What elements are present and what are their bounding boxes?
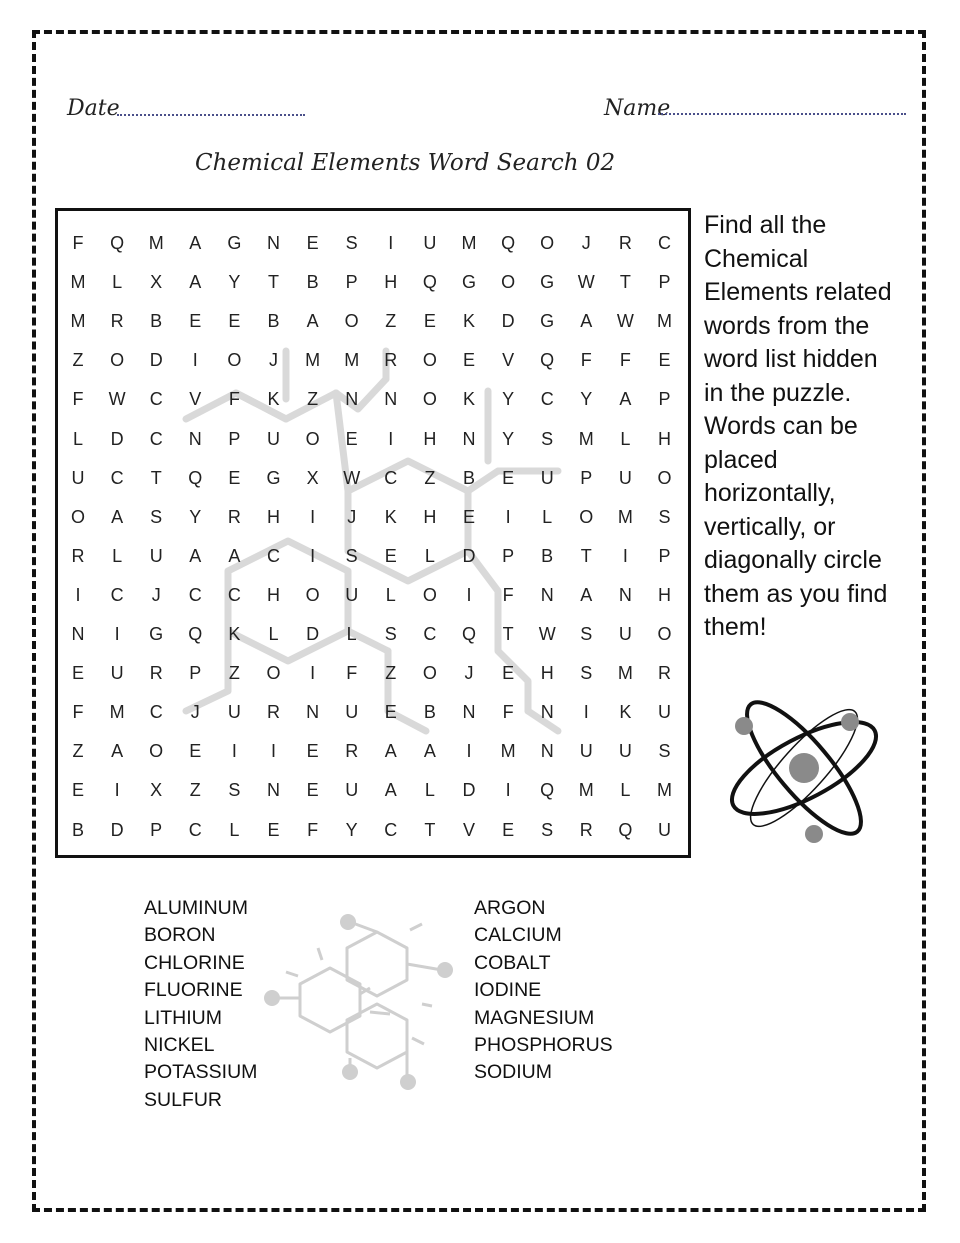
grid-cell[interactable]: A xyxy=(111,741,124,762)
molecule-icon xyxy=(262,908,462,1093)
grid-cell[interactable]: S xyxy=(580,663,593,684)
grid-cell[interactable]: W xyxy=(108,389,126,410)
grid-cell[interactable]: T xyxy=(150,467,162,488)
grid-cell[interactable]: U xyxy=(110,663,124,684)
grid-cell[interactable]: C xyxy=(540,389,554,410)
grid-cell[interactable]: H xyxy=(540,663,554,684)
grid-cell[interactable]: N xyxy=(384,389,398,410)
grid-cell[interactable]: U xyxy=(618,624,632,644)
grid-cell[interactable]: U xyxy=(618,467,632,488)
grid-cell[interactable]: E xyxy=(189,741,202,762)
grid-cell[interactable]: M xyxy=(70,272,86,293)
grid-cell[interactable]: G xyxy=(461,272,476,293)
grid-cell[interactable]: B xyxy=(462,467,475,488)
grid-cell[interactable]: E xyxy=(228,467,241,488)
grid-cell[interactable]: F xyxy=(619,350,631,371)
grid-cell[interactable]: O xyxy=(422,663,437,684)
grid-cell[interactable]: S xyxy=(384,624,397,644)
grid-cell[interactable]: F xyxy=(502,702,514,723)
grid-cell[interactable]: I xyxy=(622,545,628,566)
grid-cell[interactable]: I xyxy=(388,233,394,253)
grid-cell[interactable]: I xyxy=(114,624,120,644)
grid-cell[interactable]: V xyxy=(462,819,475,840)
grid-cell[interactable]: J xyxy=(269,350,278,371)
grid-cell[interactable]: C xyxy=(110,467,124,488)
grid-cell[interactable]: M xyxy=(70,311,86,332)
grid-cell[interactable]: Q xyxy=(110,233,125,253)
grid-cell[interactable]: O xyxy=(305,584,320,605)
grid-cell[interactable]: T xyxy=(619,272,631,293)
grid-cell[interactable]: E xyxy=(658,350,671,371)
grid-cell[interactable]: A xyxy=(580,311,593,332)
grid-cell[interactable]: E xyxy=(502,819,515,840)
word-list-item: CHLORINE xyxy=(144,951,245,974)
grid-cell[interactable]: U xyxy=(540,467,554,488)
grid-cell[interactable]: S xyxy=(658,741,671,762)
date-field[interactable] xyxy=(117,114,305,116)
grid-cell[interactable]: N xyxy=(618,584,632,605)
page-title: Chemical Elements Word Search 02 xyxy=(195,150,616,176)
grid-cell[interactable]: W xyxy=(616,311,634,332)
grid-cell[interactable]: E xyxy=(462,506,475,527)
grid-cell[interactable]: D xyxy=(501,311,515,332)
name-label: Name xyxy=(604,96,671,121)
grid-cell[interactable]: I xyxy=(270,741,276,762)
grid-cell[interactable]: D xyxy=(306,624,320,644)
grid-cell[interactable]: F xyxy=(580,350,592,371)
grid-cell[interactable]: O xyxy=(266,663,281,684)
grid-cell[interactable]: W xyxy=(343,467,361,488)
grid-cell[interactable]: R xyxy=(618,233,632,253)
grid-cell[interactable]: B xyxy=(150,311,163,332)
grid-cell[interactable]: X xyxy=(150,780,163,801)
grid-cell[interactable]: E xyxy=(306,741,319,762)
grid-cell[interactable]: I xyxy=(466,741,472,762)
grid-cell[interactable]: I xyxy=(505,780,511,801)
word-list-item: NICKEL xyxy=(144,1034,215,1057)
grid-cell[interactable]: I xyxy=(114,780,120,801)
grid-cell[interactable]: L xyxy=(542,506,553,527)
grid-cell[interactable]: M xyxy=(305,350,321,371)
grid-cell[interactable]: W xyxy=(538,624,556,644)
grid-cell[interactable]: V xyxy=(502,350,515,371)
grid-cell[interactable]: C xyxy=(658,233,671,253)
grid-cell[interactable]: E xyxy=(462,350,475,371)
grid-cell[interactable]: O xyxy=(305,428,320,449)
grid-cell[interactable]: E xyxy=(384,545,397,566)
grid-cell[interactable]: Q xyxy=(540,780,555,801)
grid-cell[interactable]: A xyxy=(228,545,241,566)
grid-cell[interactable]: R xyxy=(110,311,124,332)
grid-cell[interactable]: Q xyxy=(618,819,633,840)
grid-cell[interactable]: K xyxy=(462,389,475,410)
grid-cell[interactable]: I xyxy=(505,506,511,527)
grid-cell[interactable]: E xyxy=(306,780,319,801)
grid-cell[interactable]: R xyxy=(71,545,85,566)
grid-cell[interactable]: A xyxy=(384,741,397,762)
grid-cell[interactable]: N xyxy=(71,624,85,644)
grid-cell[interactable]: R xyxy=(227,506,241,527)
grid-cell[interactable]: K xyxy=(384,506,397,527)
grid-cell[interactable]: K xyxy=(267,389,280,410)
grid-cell[interactable]: C xyxy=(149,428,163,449)
grid-cell[interactable]: F xyxy=(346,663,358,684)
grid-cell[interactable]: E xyxy=(423,311,436,332)
grid-cell[interactable]: B xyxy=(541,545,554,566)
grid-cell[interactable]: E xyxy=(71,780,84,801)
grid-cell[interactable]: R xyxy=(658,663,671,684)
instructions-text: Find all the Chemical Elements related words from the word list hidden in the puzzle. Words can be placed horizontally, vertically, or diagonally circle them as you find them! xyxy=(704,211,892,641)
grid-cell[interactable]: S xyxy=(345,545,358,566)
word-list-item: LITHIUM xyxy=(144,1006,222,1029)
grid-cell[interactable]: A xyxy=(384,780,397,801)
grid-cell[interactable]: Z xyxy=(385,311,397,332)
grid-cell[interactable]: O xyxy=(579,506,594,527)
grid-cell[interactable]: R xyxy=(384,350,398,371)
grid-cell[interactable]: I xyxy=(231,741,237,762)
grid-cell[interactable]: E xyxy=(502,663,515,684)
word-list-item: CALCIUM xyxy=(474,924,562,947)
grid-cell[interactable]: O xyxy=(657,624,672,644)
grid-cell[interactable]: H xyxy=(658,428,671,449)
name-field[interactable] xyxy=(658,113,906,115)
grid-cell[interactable]: A xyxy=(423,741,436,762)
grid-cell[interactable]: M xyxy=(344,350,360,371)
grid-cell[interactable]: A xyxy=(189,545,202,566)
word-list-item: BORON xyxy=(144,924,216,947)
grid-cell[interactable]: N xyxy=(267,780,280,801)
word-list-item: MAGNESIUM xyxy=(474,1006,595,1029)
grid-cell[interactable]: Z xyxy=(72,741,84,762)
grid-cell[interactable]: M xyxy=(109,702,125,723)
grid-cell[interactable]: U xyxy=(71,467,85,488)
grid-cell[interactable]: H xyxy=(423,428,437,449)
grid-cell[interactable]: A xyxy=(189,272,202,293)
grid-cell[interactable]: L xyxy=(72,428,83,449)
grid-cell[interactable]: M xyxy=(617,506,633,527)
grid-cell[interactable]: F xyxy=(228,389,240,410)
grid-cell[interactable]: D xyxy=(110,819,124,840)
grid-cell[interactable]: Y xyxy=(502,389,515,410)
grid-cell[interactable]: Y xyxy=(228,272,241,293)
grid-cell[interactable]: H xyxy=(267,584,280,605)
grid-cell[interactable]: Z xyxy=(307,389,319,410)
grid-cell[interactable]: S xyxy=(658,506,671,527)
grid-cell[interactable]: N xyxy=(306,702,320,723)
grid-cell[interactable]: C xyxy=(227,584,241,605)
grid-cell[interactable]: L xyxy=(385,584,396,605)
grid-cell[interactable]: L xyxy=(268,624,279,644)
grid-cell[interactable]: C xyxy=(110,584,124,605)
grid-cell[interactable]: Z xyxy=(228,663,240,684)
grid-cell[interactable]: Y xyxy=(189,506,202,527)
grid-cell[interactable]: G xyxy=(540,272,555,293)
grid-cell[interactable]: K xyxy=(462,311,475,332)
grid-cell[interactable]: Q xyxy=(540,350,555,371)
grid-cell[interactable]: V xyxy=(189,389,202,410)
grid-cell[interactable]: P xyxy=(150,819,163,840)
grid-cell[interactable]: O xyxy=(657,467,672,488)
grid-cell[interactable]: H xyxy=(423,506,437,527)
grid-cell[interactable]: I xyxy=(388,428,394,449)
grid-cell[interactable]: J xyxy=(581,233,591,253)
grid-cell[interactable]: O xyxy=(227,350,242,371)
grid-cell[interactable]: E xyxy=(502,467,515,488)
grid-cell[interactable]: L xyxy=(620,780,631,801)
grid-cell[interactable]: M xyxy=(461,233,477,253)
grid-cell[interactable]: N xyxy=(462,428,476,449)
grid-cell[interactable]: N xyxy=(540,741,554,762)
grid-cell[interactable]: S xyxy=(541,428,554,449)
word-list-item: SULFUR xyxy=(144,1088,223,1111)
grid-cell[interactable]: R xyxy=(267,702,280,723)
grid-cell[interactable]: E xyxy=(228,311,241,332)
grid-cell[interactable]: H xyxy=(267,506,280,527)
grid-cell[interactable]: Q xyxy=(188,467,203,488)
grid-cell[interactable]: D xyxy=(149,350,163,371)
grid-cell[interactable]: J xyxy=(151,584,161,605)
grid-cell[interactable]: X xyxy=(306,467,319,488)
grid-cell[interactable]: I xyxy=(75,584,81,605)
grid-cell[interactable]: P xyxy=(189,663,202,684)
grid-cell[interactable]: L xyxy=(229,819,240,840)
word-list-item: ARGON xyxy=(474,897,546,919)
grid-cell[interactable]: A xyxy=(619,389,632,410)
grid-cell[interactable]: S xyxy=(541,819,554,840)
grid-cell[interactable]: F xyxy=(502,584,514,605)
grid-cell[interactable]: Y xyxy=(580,389,593,410)
grid-cell[interactable]: O xyxy=(501,272,516,293)
grid-cell[interactable]: D xyxy=(110,428,124,449)
grid-cell[interactable]: P xyxy=(345,272,358,293)
grid-cell[interactable]: Z xyxy=(385,663,397,684)
grid-cell[interactable]: N xyxy=(345,389,359,410)
grid-cell[interactable]: Y xyxy=(502,428,515,449)
grid-cell[interactable]: G xyxy=(540,311,555,332)
grid-cell[interactable]: P xyxy=(228,428,241,449)
grid-cell[interactable]: S xyxy=(345,233,358,253)
grid-cell[interactable]: J xyxy=(347,506,357,527)
grid-cell[interactable]: F xyxy=(72,389,84,410)
grid-cell[interactable]: O xyxy=(110,350,125,371)
grid-cell[interactable]: T xyxy=(580,545,592,566)
grid-cell[interactable]: Z xyxy=(424,467,436,488)
grid-cell[interactable]: J xyxy=(190,702,200,723)
grid-cell[interactable]: A xyxy=(111,506,124,527)
grid-cell[interactable]: U xyxy=(149,545,163,566)
grid-cell[interactable]: N xyxy=(540,702,554,723)
grid-cell[interactable]: B xyxy=(71,819,84,840)
grid-cell[interactable]: L xyxy=(112,545,123,566)
grid-cell[interactable]: A xyxy=(189,233,202,253)
grid-cell[interactable]: P xyxy=(658,272,671,293)
grid-cell[interactable]: U xyxy=(658,819,671,840)
grid-cell[interactable]: K xyxy=(619,702,632,723)
grid-cell[interactable]: O xyxy=(149,741,164,762)
grid-cell[interactable]: P xyxy=(658,545,671,566)
grid-cell[interactable]: U xyxy=(618,741,632,762)
grid-cell[interactable]: Z xyxy=(189,780,201,801)
grid-cell[interactable]: H xyxy=(384,272,398,293)
grid-cell[interactable]: U xyxy=(345,584,359,605)
grid-cell[interactable]: C xyxy=(188,584,202,605)
grid-cell[interactable]: R xyxy=(345,741,359,762)
grid-cell[interactable]: E xyxy=(384,702,397,723)
grid-cell[interactable]: L xyxy=(424,780,435,801)
grid-cell[interactable]: C xyxy=(149,702,163,723)
grid-cell[interactable]: P xyxy=(658,389,671,410)
grid-cell[interactable]: U xyxy=(423,233,437,253)
word-list-item: ALUMINUM xyxy=(144,897,249,919)
grid-cell[interactable]: S xyxy=(580,624,593,644)
grid-cell[interactable]: D xyxy=(462,545,476,566)
grid-cell[interactable]: R xyxy=(579,819,593,840)
grid-cell[interactable]: E xyxy=(71,663,84,684)
grid-cell[interactable]: U xyxy=(345,702,359,723)
date-label: Date xyxy=(67,96,120,121)
grid-cell[interactable]: M xyxy=(657,780,672,801)
grid-cell[interactable]: Q xyxy=(461,624,476,644)
grid-cell[interactable]: Q xyxy=(422,272,437,293)
grid-cell[interactable]: M xyxy=(578,780,594,801)
grid-cell[interactable]: C xyxy=(188,819,202,840)
grid-cell[interactable]: S xyxy=(150,506,163,527)
grid-cell[interactable]: F xyxy=(307,819,319,840)
grid-cell[interactable]: U xyxy=(579,741,593,762)
grid-cell[interactable]: J xyxy=(464,663,474,684)
grid-cell[interactable]: I xyxy=(192,350,198,371)
grid-cell[interactable]: L xyxy=(424,545,435,566)
grid-cell[interactable]: O xyxy=(540,233,555,253)
grid-cell[interactable]: A xyxy=(580,584,593,605)
grid-cell[interactable]: B xyxy=(267,311,280,332)
word-list-right xyxy=(474,895,613,1087)
grid-cell[interactable]: P xyxy=(502,545,515,566)
grid-cell[interactable]: M xyxy=(148,233,164,253)
grid-cell[interactable]: H xyxy=(658,584,671,605)
word-search-grid xyxy=(55,208,691,858)
grid-cell[interactable]: O xyxy=(422,350,437,371)
grid-cell[interactable]: Y xyxy=(345,819,358,840)
grid-cell[interactable]: I xyxy=(310,506,316,527)
grid-cell[interactable]: Q xyxy=(501,233,516,253)
grid-cell[interactable]: N xyxy=(462,702,476,723)
grid-cell[interactable]: R xyxy=(149,663,163,684)
grid-cell[interactable]: O xyxy=(422,389,437,410)
grid-cell[interactable]: F xyxy=(72,233,84,253)
grid-cell[interactable]: N xyxy=(188,428,202,449)
grid-cell[interactable]: O xyxy=(70,506,85,527)
grid-cell[interactable]: A xyxy=(306,311,319,332)
grid-cell[interactable]: L xyxy=(346,624,357,644)
grid-cell[interactable]: T xyxy=(502,624,514,644)
grid-cell[interactable]: M xyxy=(657,311,672,332)
grid-cell[interactable]: B xyxy=(423,702,436,723)
grid-cell[interactable]: D xyxy=(462,780,476,801)
grid-cell[interactable]: U xyxy=(658,702,671,723)
grid-cell[interactable]: B xyxy=(306,272,319,293)
grid-cell[interactable]: U xyxy=(227,702,241,723)
word-list-item: IODINE xyxy=(474,979,542,1002)
grid-cell[interactable]: P xyxy=(580,467,593,488)
grid-cell[interactable]: C xyxy=(267,545,280,566)
grid-cell[interactable]: I xyxy=(310,545,316,566)
word-list-item: FLUORINE xyxy=(144,979,243,1002)
grid-cell[interactable]: C xyxy=(384,819,398,840)
grid-cell[interactable]: T xyxy=(424,819,436,840)
grid-cell[interactable]: C xyxy=(149,389,163,410)
grid-cell[interactable]: I xyxy=(310,663,316,684)
grid-cell[interactable]: W xyxy=(577,272,595,293)
grid-cell[interactable]: X xyxy=(150,272,163,293)
grid-cell[interactable]: N xyxy=(267,233,280,253)
grid-cell[interactable]: L xyxy=(620,428,631,449)
grid-cell[interactable]: I xyxy=(583,702,589,723)
grid-cell[interactable]: E xyxy=(267,819,280,840)
grid-cell[interactable]: T xyxy=(268,272,279,293)
grid-cell[interactable]: G xyxy=(149,624,164,644)
word-list-item: COBALT xyxy=(474,951,551,974)
atom-icon xyxy=(720,680,890,855)
grid-cell[interactable]: S xyxy=(228,780,241,801)
grid-cell[interactable]: Z xyxy=(72,350,84,371)
grid-cell[interactable]: O xyxy=(422,584,437,605)
grid-cell[interactable]: F xyxy=(72,702,84,723)
grid-cell[interactable]: M xyxy=(617,663,633,684)
word-list-item: PHOSPHORUS xyxy=(474,1034,613,1057)
word-list-item: SODIUM xyxy=(474,1061,552,1084)
word-list-item: POTASSIUM xyxy=(144,1061,258,1084)
grid-cell[interactable]: U xyxy=(345,780,359,801)
grid-cell[interactable]: G xyxy=(227,233,242,253)
grid-cell[interactable]: N xyxy=(540,584,554,605)
grid-cell[interactable]: E xyxy=(306,233,319,253)
grid-cell[interactable]: K xyxy=(228,624,241,644)
word-list-left xyxy=(144,895,257,1114)
grid-cell[interactable]: M xyxy=(578,428,594,449)
grid-cell[interactable]: Q xyxy=(188,624,203,644)
grid-cell[interactable]: C xyxy=(384,467,398,488)
grid-cell[interactable]: E xyxy=(345,428,358,449)
grid-cell[interactable]: L xyxy=(112,272,123,293)
grid-cell[interactable]: G xyxy=(266,467,281,488)
grid-cell[interactable]: I xyxy=(466,584,472,605)
grid-cell[interactable]: O xyxy=(344,311,359,332)
grid-cell[interactable]: M xyxy=(500,741,516,762)
grid-cell[interactable]: U xyxy=(267,428,280,449)
grid-cell[interactable]: E xyxy=(189,311,202,332)
grid-cell[interactable]: C xyxy=(423,624,437,644)
